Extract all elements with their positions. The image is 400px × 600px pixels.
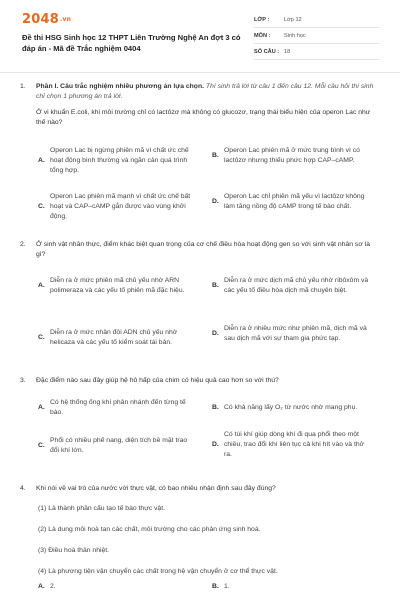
question-text: Ở vi khuẩn E.coli, khi môi trường chỉ có lactôzơ mà không có glucozơ, trạng thái biểu hiện của operon Lac như thế nào? — [36, 109, 371, 126]
option-1d[interactable] — [212, 192, 372, 212]
option-text: Có hệ thống ống khí phân nhánh đến từng tế bào. — [50, 399, 186, 416]
site-logo[interactable] — [22, 12, 71, 27]
section-label: Phần I. Câu trắc nghiệm nhiều phương án lựa chọn. — [36, 83, 204, 90]
meta-key: MÔN : — [254, 32, 271, 39]
meta-row-subject — [254, 28, 380, 44]
option-text: Operon Lac chỉ phiên mã yếu vì lactôzơ không làm tăng nồng độ cAMP trong tế bào chất. — [224, 193, 365, 210]
question-4-stem — [20, 484, 380, 494]
statement-1: (1) Là thành phần cấu tạo tế bào thực vật. — [38, 505, 165, 512]
option-letter: B. — [212, 282, 219, 289]
option-3b[interactable] — [212, 403, 382, 413]
option-letter: A. — [38, 404, 45, 411]
option-text: Diễn ra ở nhiều mức như phiên mã, dịch mã và sau dịch mã với sự tham gia phức tạp. — [224, 325, 367, 342]
option-text: Diễn ra ở mức phiên mã chủ yếu nhờ ARN polimeraza và các yếu tố phiên mã đặc hiệu. — [50, 277, 185, 294]
option-letter: D. — [212, 441, 219, 448]
question-text: Khi nói về vai trò của nước với thực vật, có bao nhiêu nhận định sau đây đúng? — [36, 485, 276, 492]
meta-value: Lớp 12 — [284, 16, 302, 23]
logo-text: 2048 — [22, 12, 59, 27]
option-letter: A. — [38, 157, 45, 164]
meta-row-class — [254, 12, 380, 28]
question-text: Đặc điểm nào sau đây giúp hệ hô hấp của chim có hiệu quả cao hơn so với thú? — [36, 377, 279, 384]
option-1b[interactable] — [212, 146, 372, 166]
option-text: Operon Lac phiên mã ở mức trung bình vì có lactôzơ nhưng thiếu phức hợp CAP–cAMP. — [224, 147, 360, 164]
option-4b[interactable] — [212, 582, 372, 592]
exam-meta — [254, 12, 380, 60]
meta-key: SỐ CÂU : — [254, 48, 280, 55]
option-text: Operon Lac phiên mã mạnh vì chất ức chế bất hoạt và CAP–cAMP gắn được vào vùng khởi động. — [50, 193, 191, 220]
option-4a[interactable] — [38, 582, 198, 592]
question-number: 4. — [20, 485, 26, 492]
option-letter: A. — [38, 583, 45, 590]
option-2c[interactable] — [38, 328, 198, 348]
option-letter: A. — [38, 282, 45, 289]
option-2a[interactable] — [38, 276, 198, 296]
meta-row-count — [254, 44, 380, 60]
option-letter: B. — [212, 404, 219, 411]
statement-3: (3) Điều hoà thân nhiệt. — [38, 547, 110, 554]
question-text: Ở sinh vật nhân thực, điểm khác biệt quan trọng của cơ chế điều hòa hoạt động gen so với sinh vật nhân sơ là gì? — [36, 241, 370, 258]
question-number: 3. — [20, 377, 26, 384]
option-text: Có túi khí giúp dòng khí đi qua phổi theo một chiều, trao đổi khí liên tục cả khi hít vào và thở ra. — [224, 431, 365, 458]
option-2d[interactable] — [212, 324, 372, 344]
option-letter: C. — [38, 203, 45, 210]
option-text: Có khả năng lấy O₂ từ nước nhờ mang phụ. — [224, 404, 358, 411]
section-instruction: Thí sinh trả lời từ câu 1 đến câu 12. Mỗi câu hỏi thí sinh chỉ chọn 1 phương án trả lời. — [36, 83, 374, 100]
option-text: Diễn ra ở mức nhân đôi ADN chủ yếu nhờ helicaza và các yếu tố kiểm soát tái bản. — [50, 329, 178, 346]
section-heading — [20, 82, 380, 102]
exam-title: Đề thi HSG Sinh học 12 THPT Liên Trường Nghệ An đợt 3 có đáp án - Mã đề Trắc nghiệm 0404 — [22, 33, 241, 53]
page-header — [0, 0, 400, 66]
meta-value: Sinh học — [284, 32, 306, 39]
meta-value: 18 — [284, 48, 291, 55]
header-divider — [0, 72, 400, 73]
question-number: 1. — [20, 83, 26, 90]
option-2b[interactable] — [212, 276, 372, 296]
option-1a[interactable] — [38, 146, 198, 176]
option-text: Phổi có nhiều phế nang, diện tích bề mặt trao đổi khí lớn. — [50, 437, 188, 454]
option-letter: D. — [212, 330, 219, 337]
question-3-stem — [20, 376, 380, 386]
option-3a[interactable] — [38, 398, 198, 418]
meta-key: LỚP : — [254, 16, 270, 23]
option-3d[interactable] — [212, 430, 372, 460]
option-1c[interactable] — [38, 192, 198, 222]
option-text: Operon Lac bị ngừng phiên mã vì chất ức chế hoạt động bình thường và ngăn cản quá trình tổng hợp. — [50, 147, 189, 174]
question-number: 2. — [20, 241, 26, 248]
option-letter: C. — [38, 334, 45, 341]
statement-2: (2) Là dung môi hoà tan các chất, môi trường cho các phản ứng sinh hoá. — [38, 526, 261, 533]
question-2-stem — [20, 240, 380, 260]
question-1-stem — [20, 108, 380, 128]
option-letter: D. — [212, 198, 219, 205]
option-text: Diễn ra ở mức dịch mã chủ yếu nhờ ribôxôm và các yếu tố điều hòa dịch mã chuyên biệt. — [224, 277, 369, 294]
statement-4: (4) Là phương tiện vận chuyển các chất trong hệ vận chuyển ở cơ thể thực vật. — [38, 568, 278, 575]
logo-suffix: .vn — [59, 16, 72, 23]
option-letter: B. — [212, 152, 219, 159]
option-letter: C. — [38, 442, 45, 449]
option-text: 2. — [50, 583, 56, 590]
option-text: 1. — [224, 583, 230, 590]
option-3c[interactable] — [38, 436, 198, 456]
option-letter: B. — [212, 583, 219, 590]
